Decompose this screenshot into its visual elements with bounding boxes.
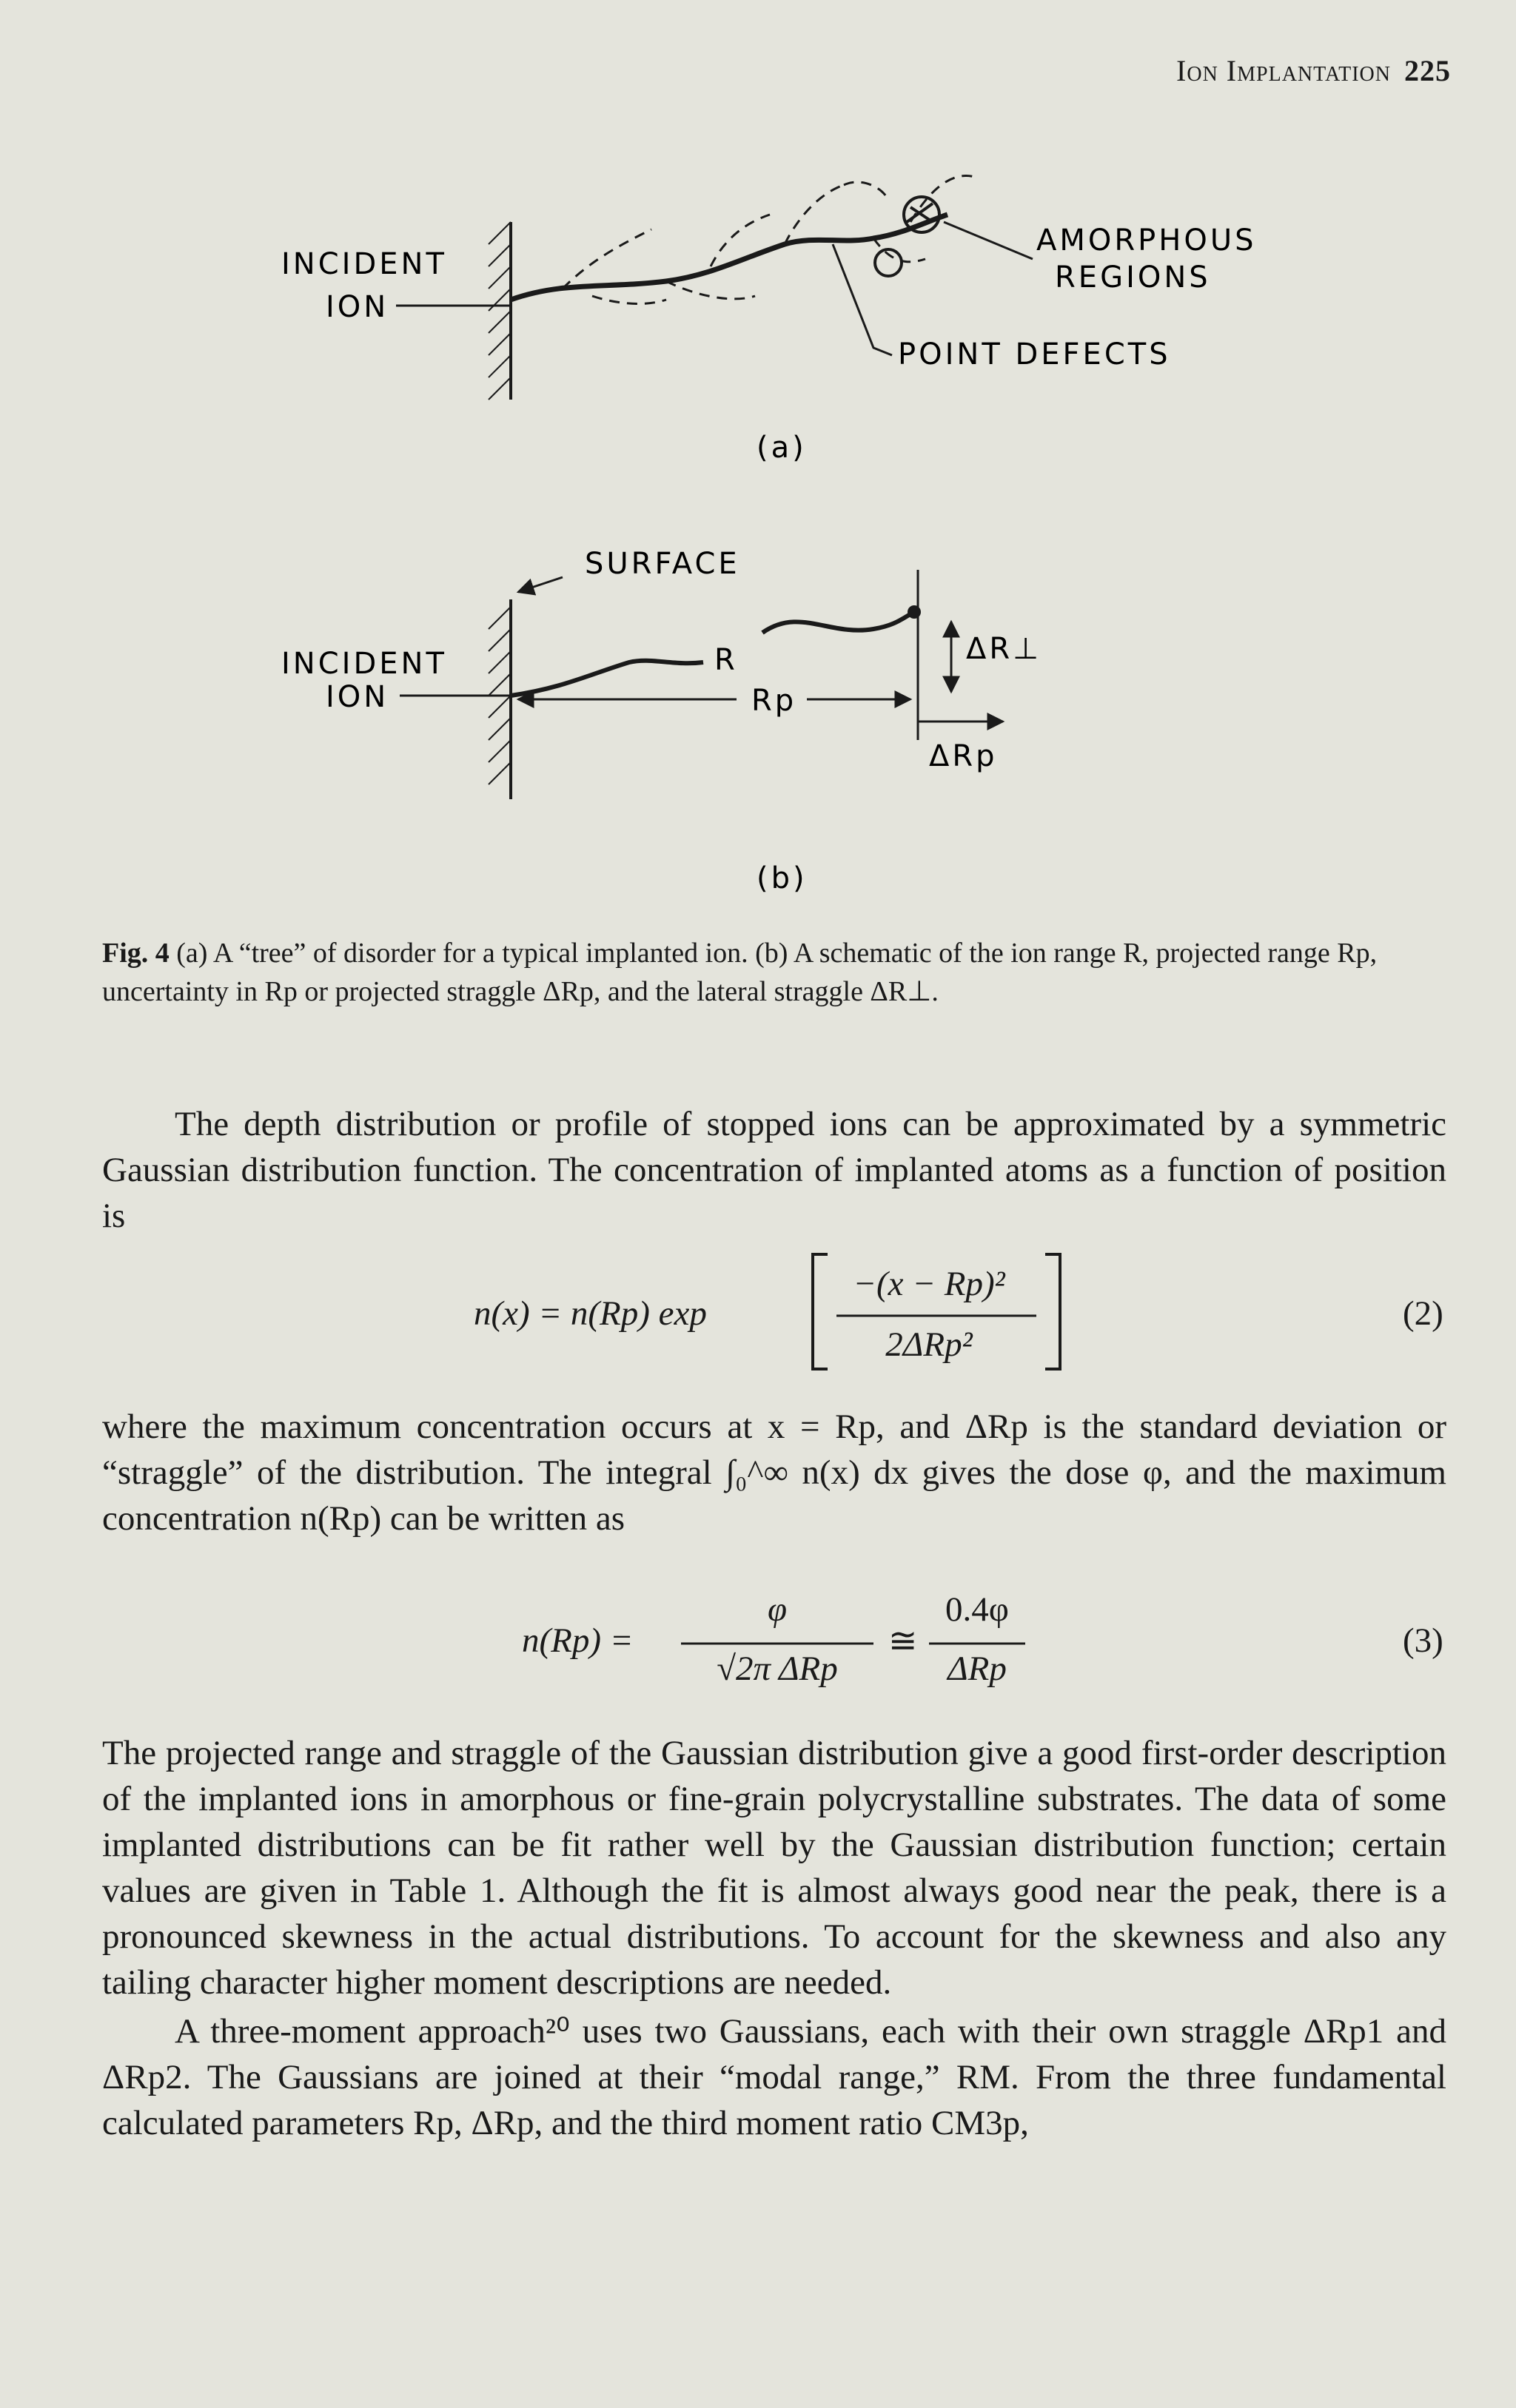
point-defects-label: POINT DEFECTS <box>898 337 1171 371</box>
eq2-numerator: −(x − Rp)² <box>853 1265 1005 1303</box>
eq3-approx: ≅ <box>888 1622 918 1661</box>
eq3-lhs: n(Rp) = <box>522 1621 634 1660</box>
para3-text: The projected range and straggle of the Gaussian distribution give a good first-order description of the implanted ions in amorphous or fine-grain polycrystalline substrates. The data of some implanted distributions can be fit rather well by the Gaussian distribution function; certain values are given in Table 1. Although the fit is almost always good near the peak, there is a pronounced skewness in the actual distributions. To account for the skewness and also any tailing character higher moment descriptions are needed. <box>102 1734 1446 2002</box>
paragraph-2 <box>102 1404 1446 1541</box>
para4-text: A three-moment approach²⁰ uses two Gaussians, each with their own straggle ΔRp1 and ΔRp2. The Gaussians are joined at their “modal range,” RM. From the three fundamental calculated parameters Rp, ΔRp, and the third moment ratio CM3p, <box>102 2012 1446 2142</box>
dRp-label: ΔRp <box>929 739 998 773</box>
surface-callout <box>518 577 563 592</box>
equation-2 <box>0 1251 1516 1376</box>
caption-label: Fig. 4 <box>102 938 170 969</box>
running-title: Ion Implantation <box>1176 54 1391 87</box>
ion-label-b: ION <box>326 680 389 714</box>
ion-track <box>511 215 948 300</box>
eq3-numerator1: φ <box>767 1590 787 1629</box>
incident-label-a: INCIDENT <box>281 247 447 281</box>
paragraph-1 <box>102 1101 1446 1239</box>
para1-text: The depth distribution or profile of stopped ions can be approximated by a symmetric Gaussian distribution function. The concentration of implanted atoms as a function of position is <box>102 1105 1446 1235</box>
running-header <box>1110 53 1451 88</box>
figure-caption <box>102 934 1446 1011</box>
panel-label-a: (a) <box>757 431 807 465</box>
panel-label-b: (b) <box>757 861 808 895</box>
incident-label-b: INCIDENT <box>281 647 447 681</box>
Rp-label: Rp <box>751 684 797 718</box>
range-R-label: R <box>714 643 738 677</box>
eq3-fraction-bar-1 <box>681 1641 873 1646</box>
eq3-denominator1: √2π ΔRp <box>717 1649 838 1688</box>
equation-3 <box>0 1584 1516 1702</box>
ion-label-a: ION <box>326 290 389 324</box>
surface-hatching-a <box>489 222 511 400</box>
caption-text: (a) A “tree” of disorder for a typical implanted ion. (b) A schematic of the ion range R, projected range Rp, uncertainty in Rp or projected straggle ΔRp, and the lateral straggle ΔR⊥. <box>102 938 1378 1007</box>
eq2-lhs: n(x) = n(Rp) exp <box>474 1294 707 1333</box>
ion-path-lower <box>511 661 703 696</box>
surface-label: SURFACE <box>585 547 740 581</box>
figure-4a <box>0 133 1516 474</box>
regions-label: REGIONS <box>1055 260 1211 295</box>
eq2-number: (2) <box>1403 1294 1443 1333</box>
eq3-fraction-bar-2 <box>929 1641 1025 1646</box>
figure-4b <box>0 533 1516 895</box>
paragraph-3-4 <box>102 1730 1446 2146</box>
page-number: 225 <box>1404 54 1451 87</box>
eq3-numerator2: 0.4φ <box>945 1590 1009 1629</box>
eq3-denominator2: ΔRp <box>948 1649 1007 1688</box>
eq2-denominator: 2ΔRp² <box>885 1325 973 1364</box>
ion-path-upper <box>762 612 914 633</box>
amorphous-callout <box>944 222 1033 259</box>
dR-perp-label: ΔR⊥ <box>966 632 1042 666</box>
amorphous-label: AMORPHOUS <box>1036 223 1257 258</box>
eq3-number: (3) <box>1403 1621 1443 1660</box>
point-defects-callout <box>833 244 892 355</box>
para2-text: where the maximum concentration occurs at x = Rp, and ΔRp is the standard deviation or “straggle” of the distribution. The integral ∫₀^∞ n(x) dx gives the dose φ, and the maximum concentration n(Rp) can be written as <box>102 1408 1446 1538</box>
